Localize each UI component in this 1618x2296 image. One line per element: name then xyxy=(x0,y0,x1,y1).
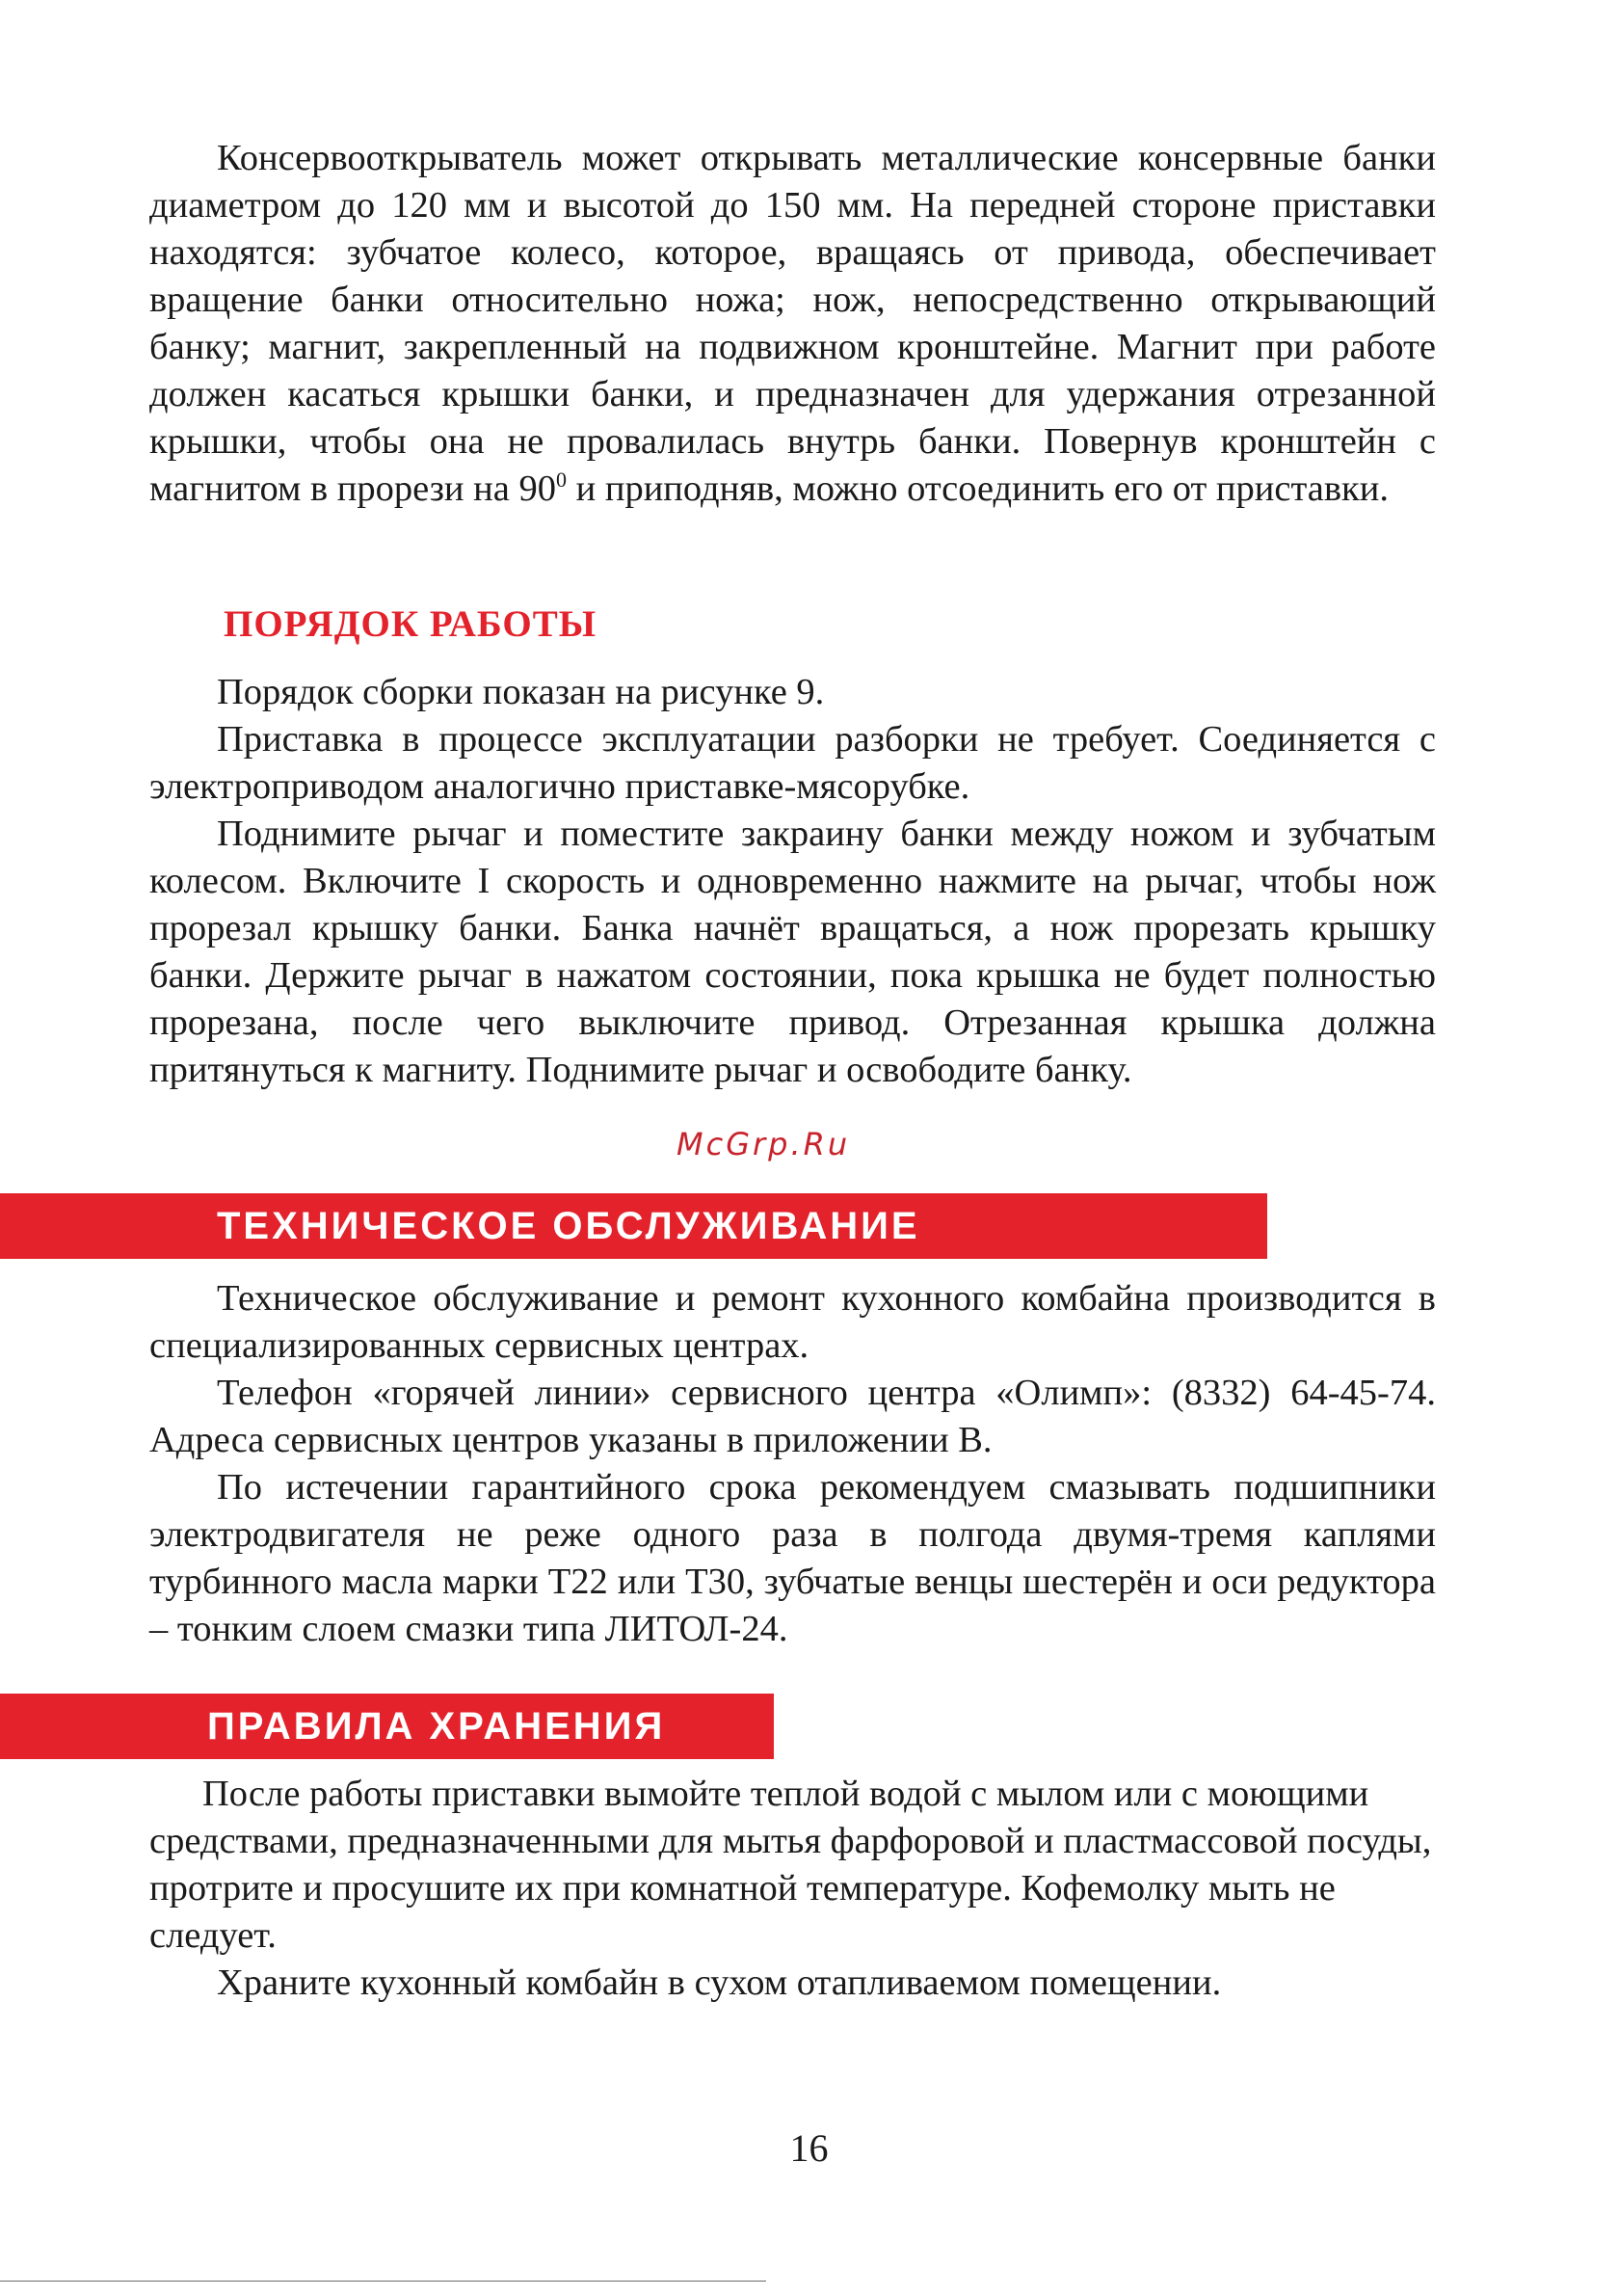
operation-paragraph-3: Поднимите рычаг и поместите закраину банки между ножом и зубчатым колесом. Включите I скорость и одновременно нажмите на рычаг, чтобы нож прорезал крышку банки. Банка начнёт вращаться, а нож прорезать крышку банки. Держите рычаг в нажатом состоянии, пока крышка не будет полностью прорезана, после чего выключите привод. Отрезанная крышка должна притянуться к магниту. Поднимите рычаг и освободите банку. xyxy=(149,814,1436,1090)
operation-paragraph-2: Приставка в процессе эксплуатации разборки не требует. Соединяется с электроприводом аналогично приставке-мясорубке. xyxy=(149,719,1436,807)
degree-superscript: 0 xyxy=(555,467,567,493)
bottom-divider xyxy=(0,2281,766,2282)
maintenance-paragraph-1: Техническое обслуживание и ремонт кухонного комбайна производится в специализированных сервисных центрах. xyxy=(149,1278,1436,1366)
maintenance-paragraph-3: По истечении гарантийного срока рекомендуем смазывать подшипники электродвигателя не реже одного раза в полгода двумя-тремя каплями турбинного масла марки Т22 или Т30, зубчатые венцы шестерён и оси редуктора – тонким слоем смазки типа ЛИТОЛ-24. xyxy=(149,1467,1436,1649)
storage-paragraph-1: После работы приставки вымойте теплой водой с мылом или с моющими средствами, предназначенными для мытья фарфоровой и пластмассовой посуды, протрите и просушите их при комнатной температуре. Кофемолку мыть не следует. xyxy=(149,1774,1432,1956)
intro-tail: и приподняв, можно отсоединить его от приставки. xyxy=(566,468,1389,509)
maintenance-heading-band xyxy=(0,1193,1267,1259)
page-number: 16 xyxy=(789,2126,829,2170)
operation-heading: ПОРЯДОК РАБОТЫ xyxy=(224,603,597,645)
storage-paragraph-2: Храните кухонный комбайн в сухом отапливаемом помещении. xyxy=(217,1962,1222,2003)
maintenance-heading: ТЕХНИЧЕСКОЕ ОБСЛУЖИВАНИЕ xyxy=(217,1204,920,1247)
operation-paragraph-1: Порядок сборки показан на рисунке 9. xyxy=(217,672,825,712)
storage-heading: ПРАВИЛА ХРАНЕНИЯ xyxy=(207,1704,666,1748)
intro-paragraph xyxy=(149,135,1436,513)
storage-heading-band xyxy=(0,1694,774,1759)
maintenance-paragraph-2: Телефон «горячей линии» сервисного центра «Олимп»: (8332) 64-45-74. Адреса сервисных центров указаны в приложении В. xyxy=(149,1373,1436,1460)
intro-text: Консервооткрыватель может открывать металлические консервные банки диаметром до 120 мм и высотой до 150 мм. На передней стороне приставки находятся: зубчатое колесо, которое, вращаясь от привода, обеспечивает вращение банки относительно ножа; нож, непосредственно открывающий банку; магнит, закрепленный на подвижном кронштейне. Магнит при работе должен касаться крышки банки, и предназначен для удержания отрезанной крышки, чтобы она не провалилась внутрь банки. Повернув кронштейн с магнитом в прорези на 90 xyxy=(149,138,1436,509)
watermark: McGrp.Ru xyxy=(676,1126,851,1162)
